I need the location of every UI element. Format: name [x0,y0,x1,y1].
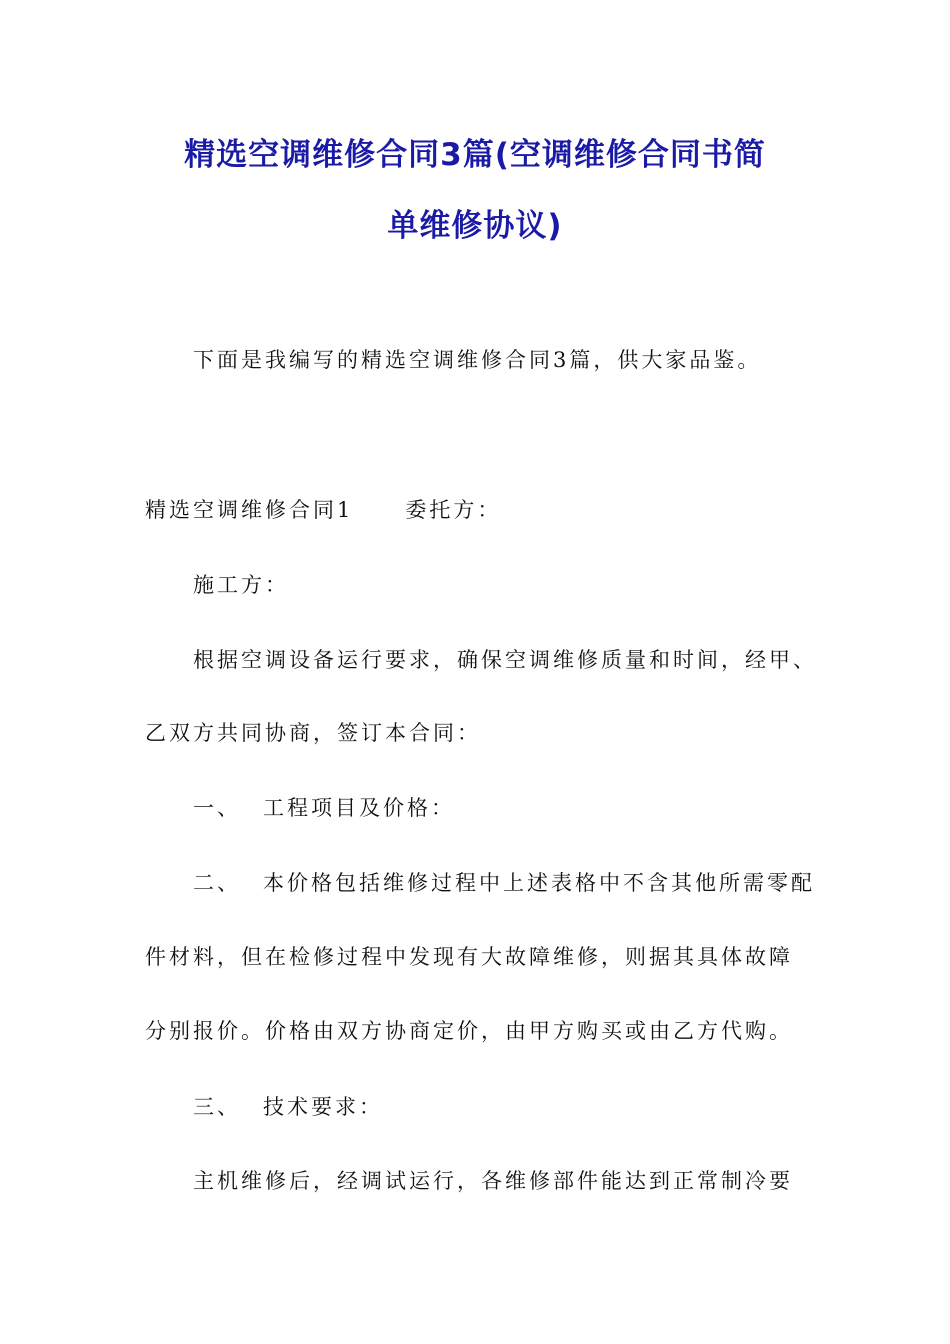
item-2-line-3: 分别报价。价格由双方协商定价，由甲方购买或由乙方代购。 [145,1019,793,1043]
client-label: 委托方： [405,498,502,522]
item-3-paragraph-line-1: 主机维修后，经调试运行，各维修部件能达到正常制冷要 [193,1169,793,1193]
item-1-line [193,793,455,823]
item-1-number: 一、 [193,796,241,820]
item-1-text: 工程项目及价格： [263,796,455,820]
contract-1-heading: 精选空调维修合同1 [145,498,354,522]
item-2-line-1 [193,868,815,898]
intro-paragraph: 下面是我编写的精选空调维修合同3篇，供大家品鉴。 [193,348,762,372]
document-title-line-1: 精选空调维修合同3篇(空调维修合同书简 [184,137,766,173]
item-3-text: 技术要求： [263,1095,383,1119]
contractor-label: 施工方： [193,573,289,597]
item-2-text-line-1: 本价格包括维修过程中上述表格中不含其他所需零配 [263,871,815,895]
item-2-line-2: 件材料，但在检修过程中发现有大故障维修，则据其具体故障 [145,945,793,969]
basis-paragraph-line-2: 乙双方共同协商，签订本合同： [145,721,481,745]
contract-1-heading-line [145,495,501,525]
item-3-line [193,1092,383,1122]
document-title-line-2: 单维修协议) [387,208,563,244]
item-2-number: 二、 [193,871,241,895]
basis-paragraph-line-1: 根据空调设备运行要求，确保空调维修质量和时间，经甲、 [193,648,817,672]
item-3-number: 三、 [193,1095,241,1119]
